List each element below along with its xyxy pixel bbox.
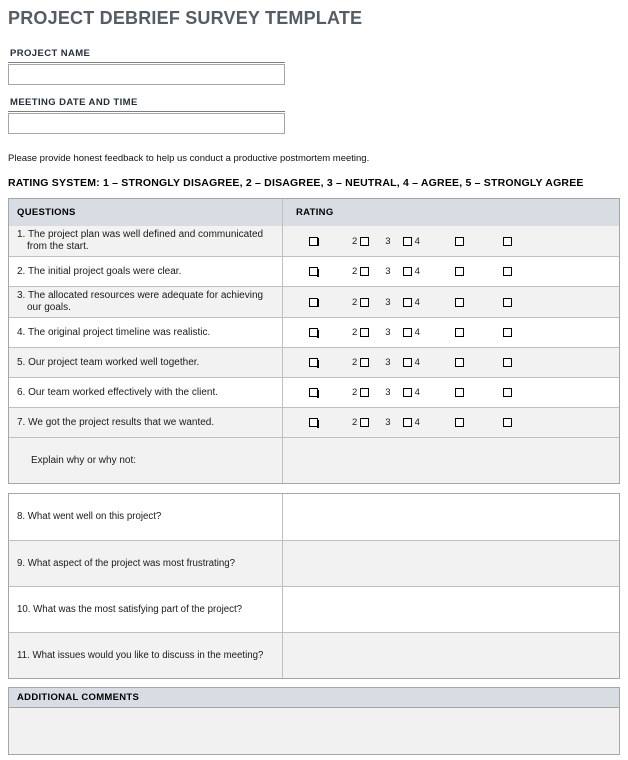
open-question-text: 11. What issues would you like to discuss in the meeting?	[17, 649, 264, 661]
page-title: PROJECT DEBRIEF SURVEY TEMPLATE	[8, 8, 363, 28]
rating-scale-label-3: 3	[385, 357, 391, 368]
rating-checkbox-3[interactable]	[403, 267, 412, 276]
meeting-datetime-field-group	[8, 97, 620, 134]
rating-scale-label-4: 4	[414, 327, 420, 338]
open-answer-cell[interactable]	[283, 587, 619, 632]
rating-checkbox-1[interactable]	[309, 237, 318, 246]
question-cell	[9, 408, 283, 437]
rating-checkbox-5[interactable]	[503, 298, 512, 307]
rating-system-legend: RATING SYSTEM: 1 – STRONGLY DISAGREE, 2 – DISAGREE, 3 – NEUTRAL, 4 – AGREE, 5 – STRONGLY AGREE	[8, 177, 584, 189]
question-cell	[9, 257, 283, 286]
rating-checkbox-3[interactable]	[403, 418, 412, 427]
survey-question-row	[9, 317, 619, 347]
open-answer-cell[interactable]	[283, 541, 619, 586]
survey-question-row	[9, 407, 619, 437]
question-text: 2. The initial project goals were clear.	[17, 265, 182, 277]
rating-scale-label-2: 2	[352, 266, 358, 277]
questions-column-header: QUESTIONS	[9, 199, 283, 226]
rating-checkbox-2[interactable]	[360, 328, 369, 337]
open-question-text: 8. What went well on this project?	[17, 511, 162, 522]
open-question-text: 9. What aspect of the project was most frustrating?	[17, 557, 236, 569]
rating-scale-label-2: 2	[352, 296, 358, 308]
question-cell	[9, 318, 283, 347]
survey-question-row	[9, 256, 619, 286]
open-answer-cell[interactable]	[283, 494, 619, 540]
question-text: 4. The original project timeline was realistic.	[17, 326, 211, 338]
rating-checkbox-2[interactable]	[360, 418, 369, 427]
rating-scale-label-4: 4	[414, 357, 420, 368]
open-question-row	[9, 632, 619, 678]
rating-cell	[283, 408, 619, 437]
rating-checkbox-4[interactable]	[455, 267, 464, 276]
explain-label: Explain why or why not:	[9, 438, 283, 483]
rating-scale-label-2: 2	[352, 417, 358, 428]
survey-question-row	[9, 286, 619, 317]
additional-comments-input-area[interactable]	[8, 708, 620, 755]
rating-checkbox-4[interactable]	[455, 298, 464, 307]
open-question-text: 10. What was the most satisfying part of the project?	[17, 603, 243, 615]
rating-checkbox-2[interactable]	[360, 388, 369, 397]
rating-checkbox-3[interactable]	[403, 358, 412, 367]
question-text: 7. We got the project results that we wanted.	[17, 416, 215, 428]
rating-checkbox-1[interactable]	[309, 328, 318, 337]
rating-checkbox-2[interactable]	[360, 237, 369, 246]
explain-row	[9, 437, 619, 483]
rating-checkbox-2[interactable]	[360, 267, 369, 276]
meeting-datetime-label: MEETING DATE AND TIME	[8, 97, 285, 112]
survey-question-row	[9, 226, 619, 256]
rating-scale-label-2: 2	[352, 235, 358, 247]
survey-table-header-row	[9, 199, 619, 226]
rating-scale-label-2: 2	[352, 327, 358, 338]
open-question-row	[9, 540, 619, 586]
survey-table-body	[9, 226, 619, 437]
rating-checkbox-5[interactable]	[503, 328, 512, 337]
open-question-cell	[9, 633, 283, 678]
rating-checkbox-5[interactable]	[503, 418, 512, 427]
rating-checkbox-3[interactable]	[403, 298, 412, 307]
question-text: 1. The project plan was well defined and communicated from the start.	[17, 229, 264, 252]
rating-checkbox-4[interactable]	[455, 237, 464, 246]
rating-scale-label-2: 2	[352, 357, 358, 368]
survey-question-row	[9, 377, 619, 407]
rating-checkbox-1[interactable]	[309, 358, 318, 367]
rating-scale-label-3: 3	[385, 235, 391, 247]
rating-checkbox-1[interactable]	[309, 267, 318, 276]
rating-scale-label-3: 3	[385, 296, 391, 308]
open-question-row	[9, 586, 619, 632]
rating-checkbox-3[interactable]	[403, 328, 412, 337]
rating-scale-label-4: 4	[414, 296, 420, 308]
rating-checkbox-3[interactable]	[403, 388, 412, 397]
rating-checkbox-3[interactable]	[403, 237, 412, 246]
rating-cell	[283, 348, 619, 377]
rating-checkbox-1[interactable]	[309, 418, 318, 427]
rating-checkbox-1[interactable]	[309, 298, 318, 307]
question-text: 3. The allocated resources were adequate for achieving our goals.	[17, 290, 264, 313]
rating-checkbox-5[interactable]	[503, 388, 512, 397]
survey-question-row	[9, 347, 619, 377]
open-question-row	[9, 494, 619, 540]
rating-scale-label-3: 3	[385, 266, 391, 277]
rating-cell	[283, 318, 619, 347]
open-question-cell	[9, 541, 283, 586]
rating-checkbox-4[interactable]	[455, 418, 464, 427]
open-question-cell	[9, 494, 283, 540]
intro-text: Please provide honest feedback to help us conduct a productive postmortem meeting.	[8, 153, 370, 164]
rating-scale-label-3: 3	[385, 327, 391, 338]
rating-cell	[283, 257, 619, 286]
project-name-label: PROJECT NAME	[8, 48, 285, 63]
rating-scale-label-4: 4	[414, 387, 420, 398]
question-cell	[9, 287, 283, 317]
meeting-datetime-input[interactable]	[8, 113, 285, 134]
survey-table	[8, 198, 620, 484]
rating-checkbox-1[interactable]	[309, 388, 318, 397]
rating-checkbox-4[interactable]	[455, 328, 464, 337]
rating-scale-label-3: 3	[385, 417, 391, 428]
rating-scale-label-4: 4	[414, 417, 420, 428]
rating-checkbox-4[interactable]	[455, 388, 464, 397]
rating-scale-label-3: 3	[385, 387, 391, 398]
rating-cell	[283, 226, 619, 256]
rating-cell	[283, 287, 619, 317]
rating-scale-label-4: 4	[414, 266, 420, 277]
rating-checkbox-5[interactable]	[503, 237, 512, 246]
rating-cell	[283, 378, 619, 407]
open-question-cell	[9, 587, 283, 632]
additional-comments-section	[8, 687, 620, 755]
question-cell	[9, 226, 283, 256]
explain-answer-cell[interactable]	[283, 438, 619, 483]
rating-checkbox-4[interactable]	[455, 358, 464, 367]
question-text: 6. Our team worked effectively with the client.	[17, 386, 219, 398]
rating-scale-label-4: 4	[414, 235, 420, 247]
rating-checkbox-5[interactable]	[503, 267, 512, 276]
open-questions-table	[8, 493, 620, 679]
rating-checkbox-5[interactable]	[503, 358, 512, 367]
open-answer-cell[interactable]	[283, 633, 619, 678]
project-name-field-group	[8, 48, 620, 85]
question-cell	[9, 378, 283, 407]
additional-comments-header: ADDITIONAL COMMENTS	[8, 687, 620, 708]
rating-checkbox-2[interactable]	[360, 298, 369, 307]
rating-column-header: RATING	[296, 207, 334, 218]
question-text: 5. Our project team worked well together.	[17, 356, 200, 368]
project-name-input[interactable]	[8, 64, 285, 85]
rating-checkbox-2[interactable]	[360, 358, 369, 367]
rating-scale-label-2: 2	[352, 387, 358, 398]
question-cell	[9, 348, 283, 377]
